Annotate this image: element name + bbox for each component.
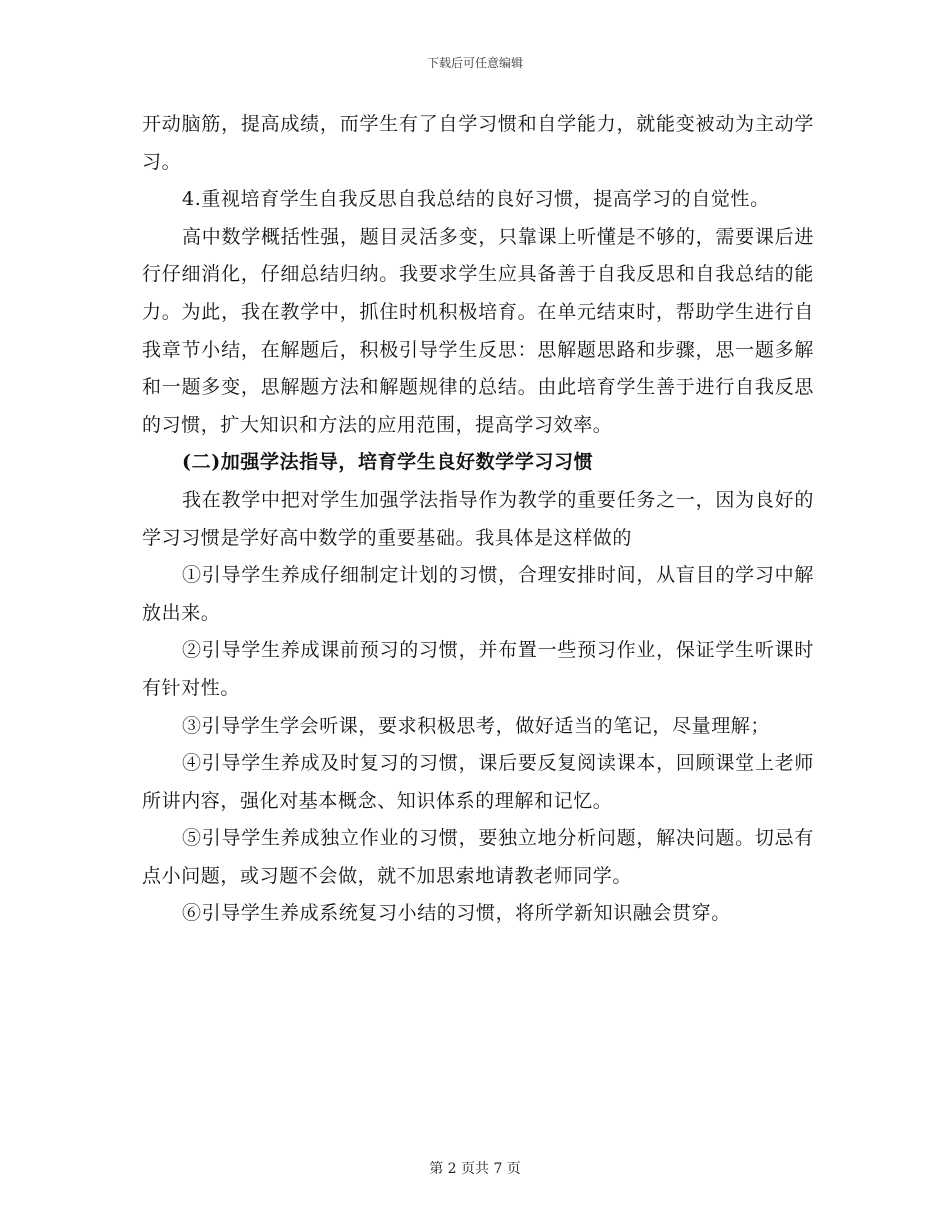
paragraph-point-4: 4.重视培育学生自我反思自我总结的良好习惯，提高学习的自觉性。 — [182, 188, 770, 211]
list-item-4: ④引导学生养成及时复习的习惯，课后要反复阅读课本，回顾课堂上老师所讲内容，强化对基本概念、知识体系的理解和记忆。 — [142, 752, 814, 812]
page-footer: 第 2 页共 7 页 — [429, 1161, 521, 1177]
list-item-1: ①引导学生养成仔细制定计划的习惯，合理安排时间，从盲目的学习中解放出来。 — [142, 564, 814, 624]
list-item-3: ③引导学生学会听课，要求积极思考，做好适当的笔记，尽量理解； — [182, 714, 771, 737]
list-item-6: ⑥引导学生养成系统复习小结的习惯，将所学新知识融会贯穿。 — [182, 902, 731, 925]
paragraph-continued: 开动脑筋，提高成绩，而学生有了自学习惯和自学能力，就能变被动为主动学习。 — [142, 113, 814, 173]
list-item-5: ⑤引导学生养成独立作业的习惯，要独立地分析问题，解决问题。切忌有点小问题，或习题不会做，就不加思索地请教老师同学。 — [142, 827, 814, 887]
paragraph-reflection: 高中数学概括性强，题目灵活多变，只靠课上听懂是不够的，需要课后进行仔细消化，仔细总结归纳。我要求学生应具备善于自我反思和自我总结的能力。为此，我在教学中，抓住时机积极培育。在单元结束时，帮助学生进行自我章节小结，在解题后，积极引导学生反思：思解题思路和步骤，思一题多解和一题多变，思解题方法和解题规律的总结。由此培育学生善于进行自我反思的习惯，扩大知识和方法的应用范围，提高学习效率。 — [142, 225, 814, 436]
page-header: 下载后可任意编辑 — [426, 56, 523, 70]
paragraph-intro: 我在教学中把对学生加强学法指导作为教学的重要任务之一，因为良好的学习习惯是学好高中数学的重要基础。我具体是这样做的 — [142, 488, 814, 549]
document-body — [142, 106, 814, 933]
list-item-2: ②引导学生养成课前预习的习惯，并布置一些预习作业，保证学生听课时有针对性。 — [142, 639, 814, 699]
section-heading: (二)加强学法指导，培育学生良好数学学习习惯 — [182, 451, 594, 474]
